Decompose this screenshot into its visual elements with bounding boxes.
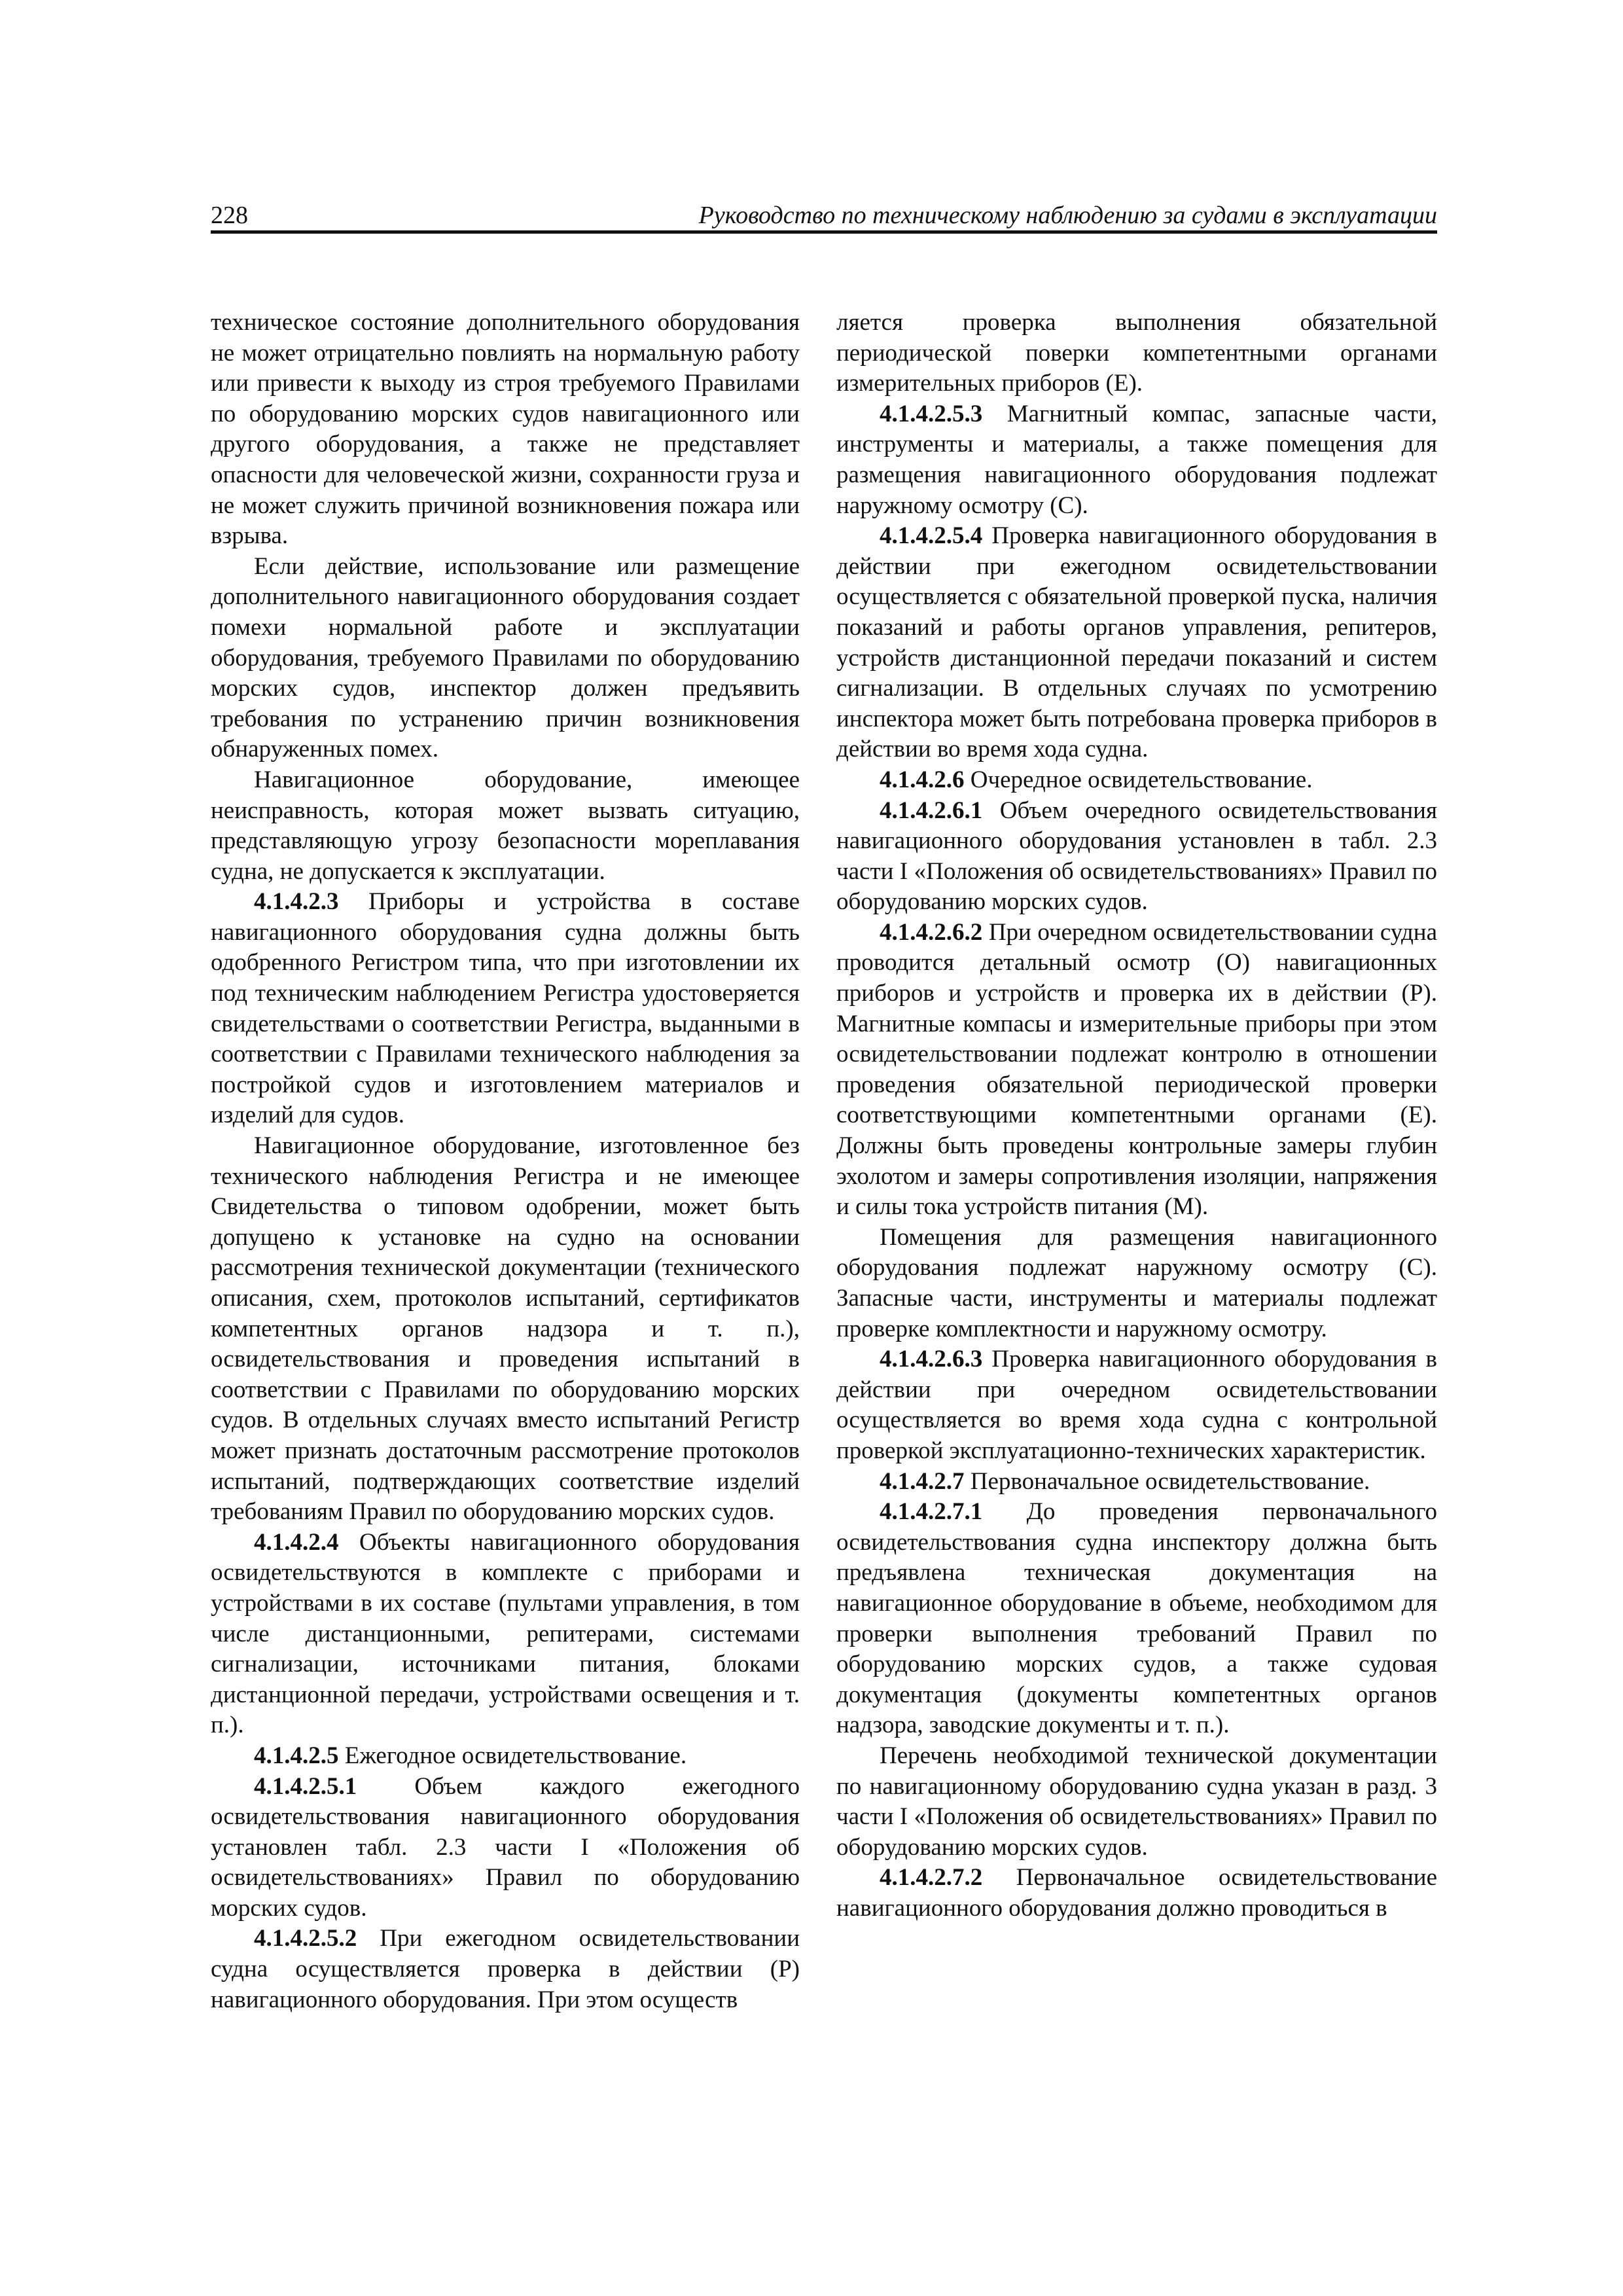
paragraph-text: Помещения для размещения навигационного оборудования подлежат наружному осмотру (С). Запасные части, инструменты и материалы подлежат проверке комплектности и наружному осмотру.	[836, 1223, 1437, 1342]
paragraph	[836, 1863, 1437, 1924]
clause-number: 4.1.4.2.7.1	[880, 1498, 983, 1526]
paragraph	[836, 399, 1437, 521]
paragraph	[836, 1467, 1437, 1498]
paragraph	[211, 887, 800, 1131]
page-number: 228	[211, 202, 248, 229]
paragraph-text: Приборы и устройства в составе навигационного оборудования судна должны быть одобренного Регистром типа, что при изготовлении их под техническим наблюдением Регистра удостоверяется свидетельствами о соответствии Регистра, выданными в соответствии с Правилами технического наблюдения за постройкой судов и изготовлением материалов и изделий для судов.	[211, 888, 800, 1129]
right-column	[836, 308, 1437, 1924]
paragraph	[211, 308, 800, 552]
paragraph	[836, 918, 1437, 1223]
clause-number: 4.1.4.2.6.3	[880, 1346, 983, 1373]
paragraph-text: Очередное освидетельствование.	[970, 766, 1313, 793]
paragraph-text: До проведения первоначального освидетельствования судна инспектору должна быть предъявлена техническая документация на навигационное оборудование в объеме, необходимом для проверки выполнения требований Правил по оборудованию морских судов, а также судовая документация (документы компетентных органов надзора, заводские документы и т. п.).	[836, 1498, 1437, 1739]
clause-number: 4.1.4.2.6.2	[880, 918, 983, 946]
clause-number: 4.1.4.2.5.3	[880, 400, 983, 427]
paragraph	[836, 308, 1437, 399]
page-header	[211, 196, 1437, 234]
paragraph-text: техническое состояние дополнительного оборудования не может отрицательно повлиять на нормальную работу или привести к выходу из строя требуемого Правилами по оборудованию морских судов навигационного или другого оборудования, а также не представляет опасности для человеческой жизни, сохранности груза и не может служить причиной возникновения пожара или взрыва.	[211, 309, 800, 550]
clause-number: 4.1.4.2.6	[880, 766, 965, 793]
paragraph-text: Первоначальное освидетельствование.	[970, 1467, 1370, 1495]
paragraph	[836, 1497, 1437, 1741]
left-column	[211, 308, 800, 2015]
paragraph-text: Объем очередного освидетельствования навигационного оборудования установлен в табл. 2.3 части I «Положения об освидетельствованиях» Правил по оборудованию морских судов.	[836, 797, 1437, 916]
paragraph	[836, 1223, 1437, 1344]
clause-number: 4.1.4.2.4	[254, 1528, 339, 1556]
paragraph-text: Ежегодное освидетельствование.	[344, 1742, 687, 1769]
clause-number: 4.1.4.2.7	[880, 1467, 965, 1495]
paragraph	[836, 521, 1437, 765]
paragraph-text: Объекты навигационного оборудования освидетельствуются в комплекте с приборами и устройствами в их составе (пультами управления, в том числе дистанционными, репитерами, системами сигнализации, источниками питания, блоками дистанционной передачи, устройствами освещения и т. п.).	[211, 1528, 800, 1739]
paragraph-text: Если действие, использование или размещение дополнительного навигационного оборудования создает помехи нормальной работе и эксплуатации оборудования, требуемого Правилами по оборудованию морских судов, инспектор должен предъявить требования по устранению причин возникновения обнаруженных помех.	[211, 552, 800, 763]
paragraph-text: Проверка навигационного оборудования в действии при ежегодном освидетельствовании осуществляется с обязательной проверкой пуска, наличия показаний и работы органов управления, репитеров, устройств дистанционной передачи показаний и систем сигнализации. В отдельных случаях по усмотрению инспектора может быть потребована проверка приборов в действии во время хода судна.	[836, 522, 1437, 763]
clause-number: 4.1.4.2.7.2	[880, 1864, 983, 1892]
paragraph-text: Навигационное оборудование, имеющее неисправность, которая может вызвать ситуацию, представляющую угрозу безопасности мореплавания судна, не допускается к эксплуатации.	[211, 766, 800, 885]
paragraph	[211, 1528, 800, 1741]
clause-number: 4.1.4.2.3	[254, 888, 339, 916]
paragraph-text: Проверка навигационного оборудования в действии при очередном освидетельствовании осуществляется во время хода судна с контрольной проверкой эксплуатационно-технических характеристик.	[836, 1346, 1437, 1464]
paragraph	[836, 796, 1437, 918]
paragraph	[211, 552, 800, 765]
running-title: Руководство по техническому наблюдению за судами в эксплуатации	[698, 202, 1437, 229]
paragraph	[836, 1344, 1437, 1466]
clause-number: 4.1.4.2.5.1	[254, 1772, 357, 1800]
paragraph	[211, 1772, 800, 1924]
paragraph	[211, 765, 800, 887]
paragraph	[836, 1741, 1437, 1863]
clause-number: 4.1.4.2.5.2	[254, 1925, 357, 1952]
paragraph-text: Первоначальное освидетельствование навигационного оборудования должно проводиться в	[836, 1864, 1437, 1922]
paragraph-text: При очередном освидетельствовании судна проводится детальный осмотр (О) навигационных приборов и устройств и проверка их в действии (Р). Магнитные компасы и измерительные приборы при этом освидетельствовании подлежат контролю в отношении проведения обязательной периодической проверки соответствующими компетентными органами (Е). Должны быть проведены контрольные замеры глубин эхолотом и замеры сопротивления изоляции, напряжения и силы тока устройств питания (М).	[836, 918, 1437, 1221]
paragraph-text: Объем каждого ежегодного освидетельствования навигационного оборудования установлен табл. 2.3 части I «Положения об освидетельствованиях» Правил по оборудованию морских судов.	[211, 1772, 800, 1922]
paragraph-text: Навигационное оборудование, изготовленное без технического наблюдения Регистра и не имеющее Свидетельства о типовом одобрении, может быть допущено к установке на судно на основании рассмотрения технической документации (технического описания, схем, протоколов испытаний, сертификатов компетентных органов надзора и т. п.), освидетельствования и проведения испытаний в соответствии с Правилами по оборудованию морских судов. В отдельных случаях вместо испытаний Регистр может признать достаточным рассмотрение протоколов испытаний, подтверждающих соответствие изделий требованиям Правил по оборудованию морских судов.	[211, 1132, 800, 1526]
paragraph	[211, 1924, 800, 2015]
clause-number: 4.1.4.2.6.1	[880, 797, 983, 824]
paragraph-text: Магнитный компас, запасные части, инструменты и материалы, а также помещения для размещения навигационного оборудования подлежат наружному осмотру (С).	[836, 400, 1437, 519]
paragraph-text: При ежегодном освидетельствовании судна осуществляется проверка в действии (Р) навигационного оборудования. При этом осуществ	[211, 1925, 800, 2013]
paragraph-text: ляется проверка выполнения обязательной периодической поверки компетентными органами измерительных приборов (Е).	[836, 309, 1437, 397]
paragraph	[211, 1131, 800, 1528]
clause-number: 4.1.4.2.5.4	[880, 522, 983, 550]
clause-number: 4.1.4.2.5	[254, 1742, 339, 1769]
paragraph	[211, 1741, 800, 1772]
paragraph-text: Перечень необходимой технической документации по навигационному оборудованию судна указан в разд. 3 части I «Положения об освидетельствованиях» Правил по оборудованию морских судов.	[836, 1742, 1437, 1861]
paragraph	[836, 765, 1437, 796]
